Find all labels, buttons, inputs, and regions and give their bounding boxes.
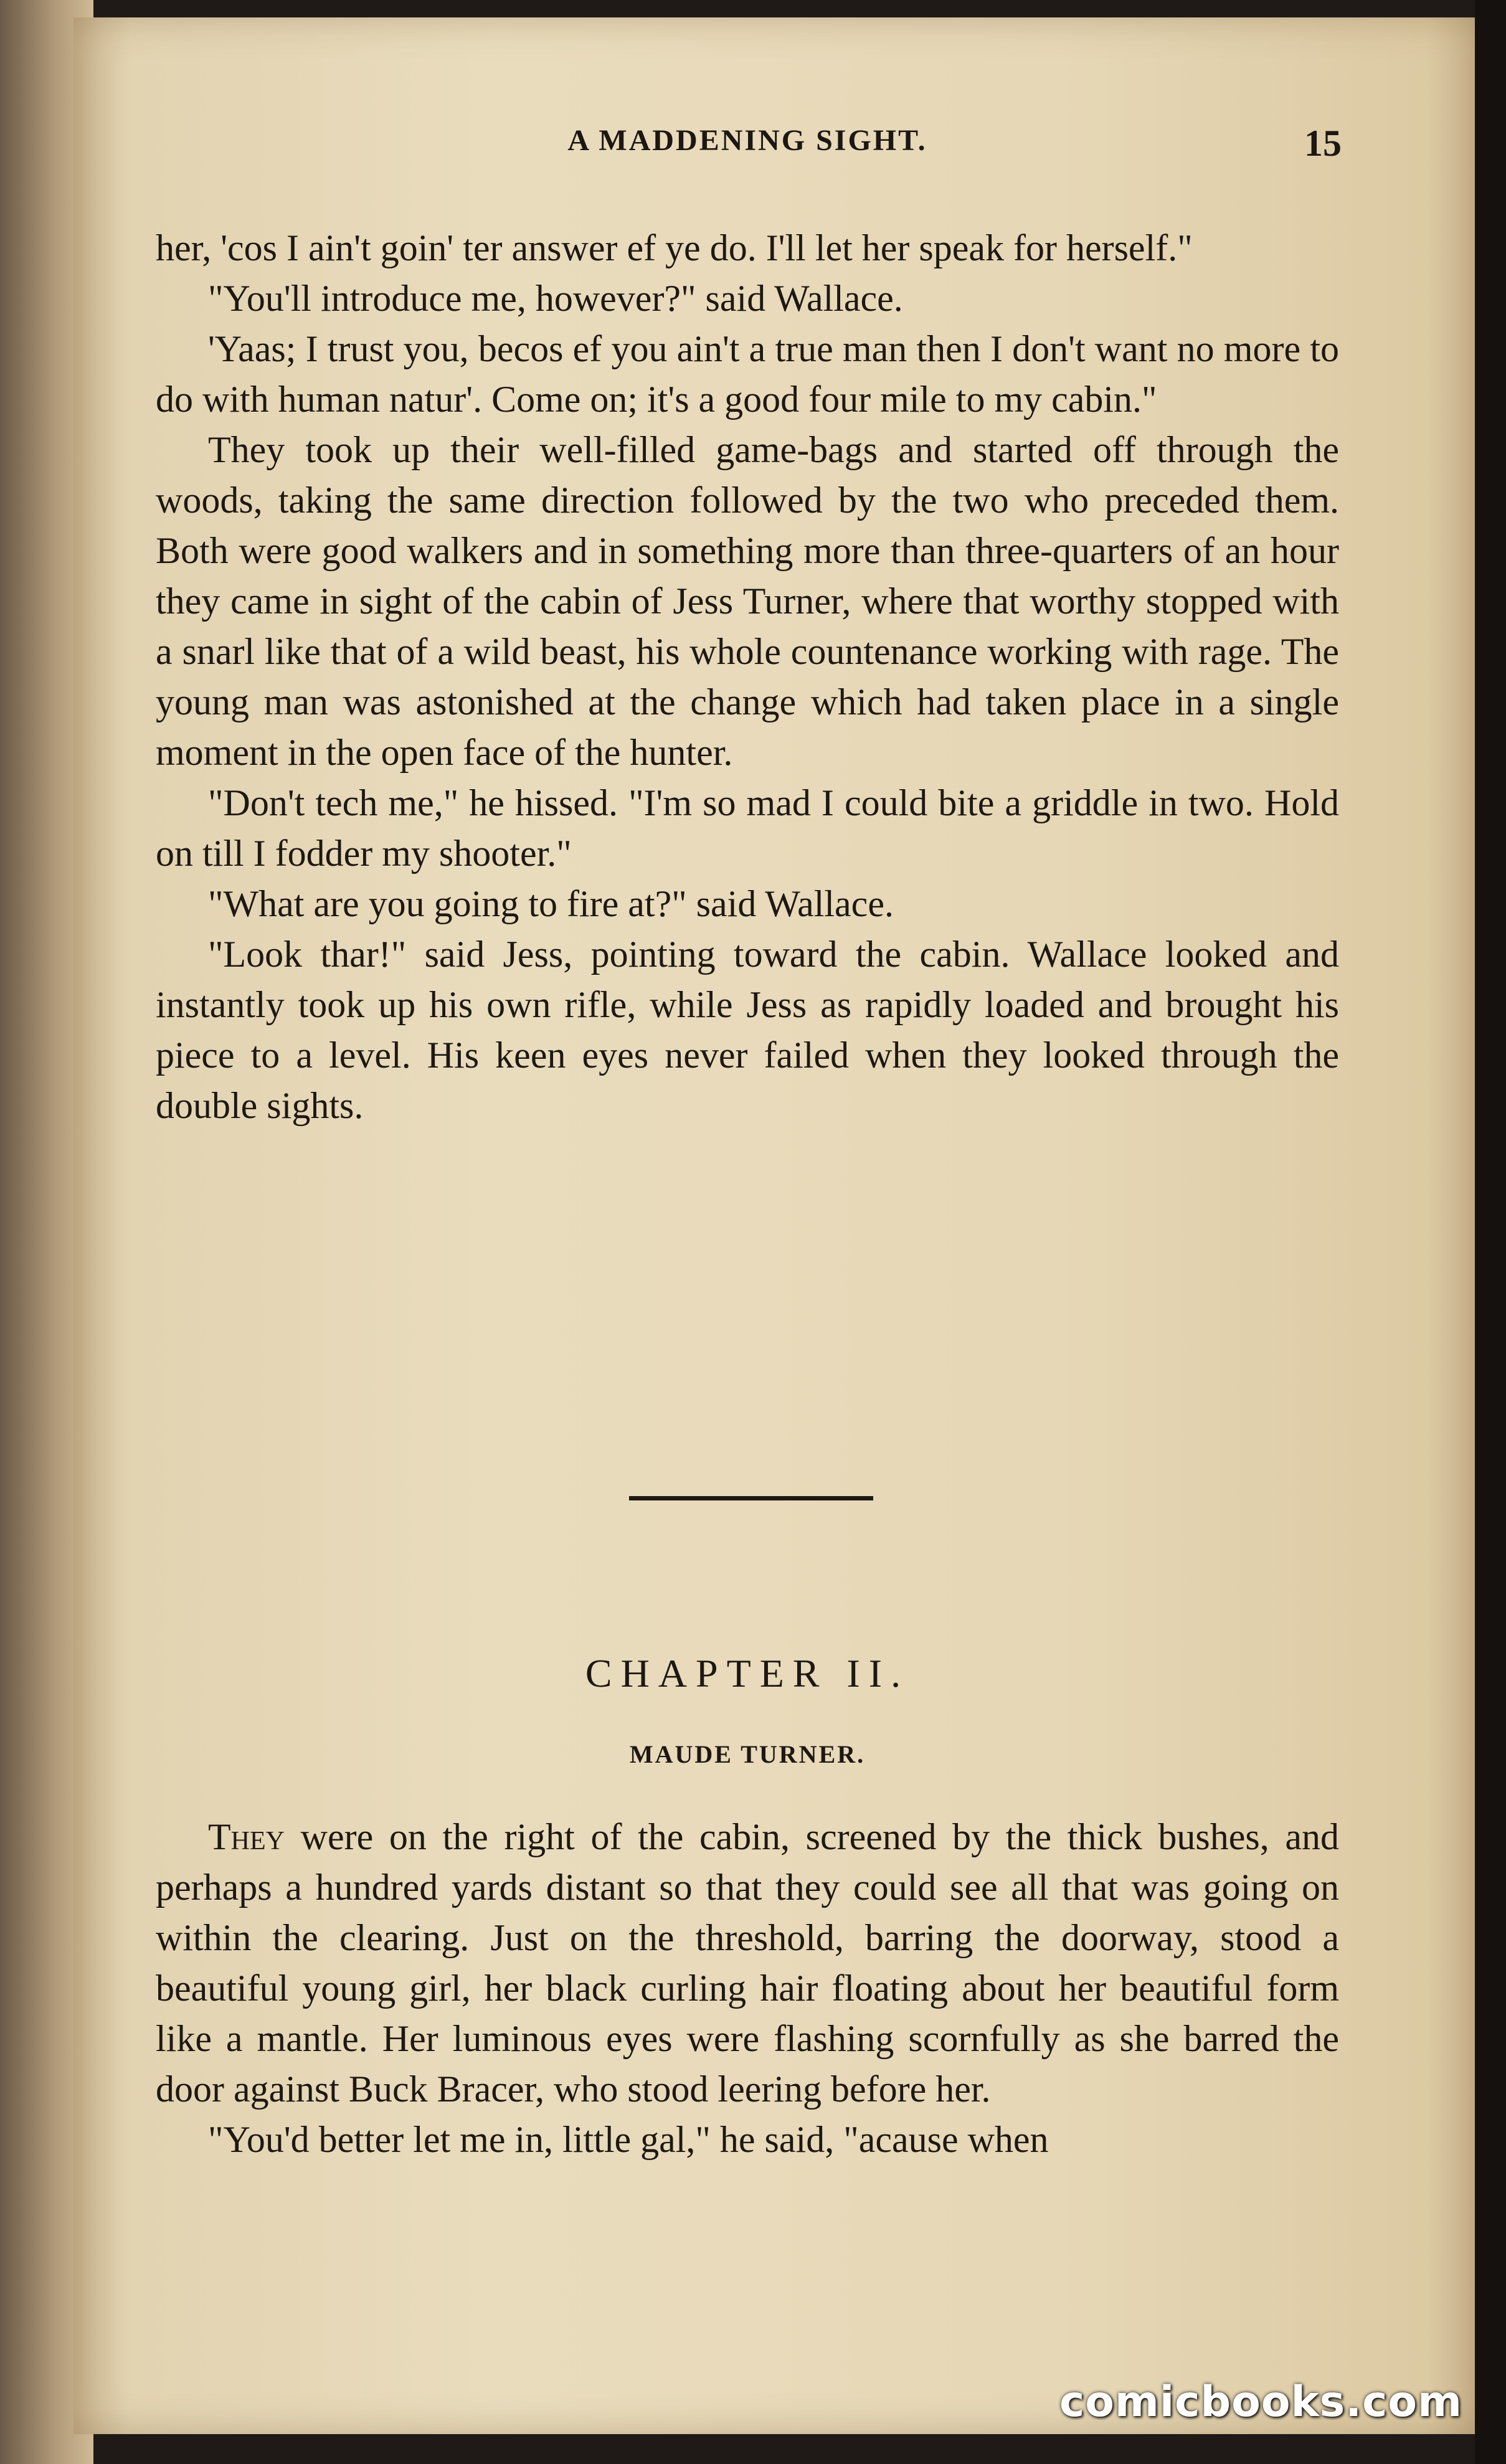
paragraph: They took up their well-filled game-bags and started off through the woods, taking the same direction followed by the two who preceded them. Both were good walkers and in something more than three-quarters of an hour they came in sight of the cabin of Jess Turner, where that worthy stopped with a snarl like that of a wild beast, his whole countenance working with rage. The young man was astonished at the change which had taken place in a single moment in the open face of the hunter.: [156, 429, 1339, 773]
page-number: 15: [1304, 123, 1342, 164]
paragraph: "What are you going to fire at?" said Wallace.: [208, 883, 894, 924]
body-text-top: [156, 223, 1339, 1131]
running-head: [156, 123, 1342, 173]
paragraph-text: were on the right of the cabin, screened by the thick bushes, and perhaps a hundred yards distant so that they could see all that was going on within the clearing. Just on the threshold, barring the doorway, stood a beautiful young girl, her black curling hair floating about her beautiful form like a mantle. Her luminous eyes were flashing scornfully as she barred the door against Buck Bracer, who stood leering before her.: [156, 1816, 1339, 2110]
paragraph: [156, 1812, 1339, 2115]
paragraph: "Don't tech me," he hissed. "I'm so mad I could bite a griddle in two. Hold on till I fodder my shooter.": [156, 782, 1339, 874]
paragraph: "You'll introduce me, however?" said Wallace.: [208, 278, 903, 319]
paragraph: "Look thar!" said Jess, pointing toward the cabin. Wallace looked and instantly took up his own rifle, while Jess as rapidly loaded and brought his piece to a level. His keen eyes never failed when they looked through the double sights.: [156, 934, 1339, 1126]
page-edge-shadow: [1475, 0, 1506, 2464]
paragraph: "You'd better let me in, little gal," he said, "acause when: [208, 2119, 1049, 2160]
chapter-opening-word: They: [208, 1816, 285, 1857]
running-title: A MADDENING SIGHT.: [567, 124, 927, 157]
chapter-subtitle: MAUDE TURNER.: [629, 1740, 866, 1768]
section-divider-rule: [629, 1496, 873, 1500]
chapter-heading: CHAPTER II.: [585, 1651, 910, 1695]
watermark-logo: comicbooks.com: [1059, 2377, 1462, 2427]
body-text-chapter: [156, 1812, 1339, 2165]
paragraph: her, 'cos I ain't goin' ter answer ef ye do. I'll let her speak for herself.": [156, 227, 1193, 268]
paragraph: 'Yaas; I trust you, becos ef you ain't a true man then I don't want no more to do with human natur'. Come on; it's a good four mile to my cabin.": [156, 328, 1339, 420]
